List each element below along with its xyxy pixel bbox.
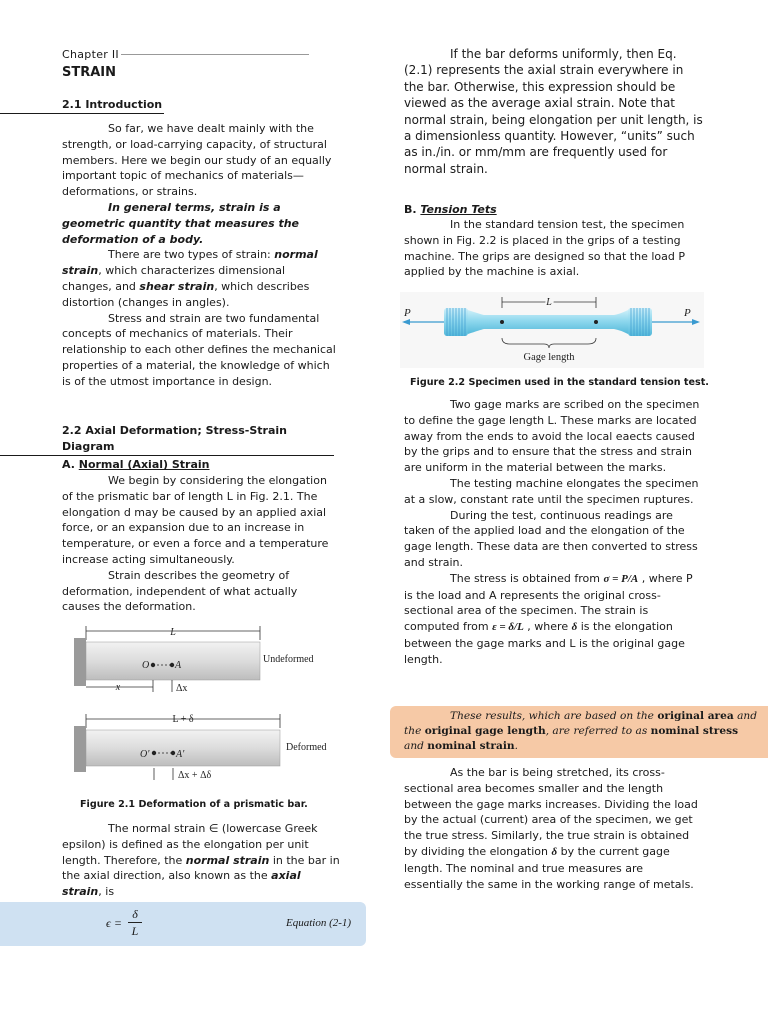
- fig21-label-dx: Δx: [176, 683, 188, 694]
- bar-deformed: [86, 730, 280, 766]
- nominal-note-box: [390, 706, 768, 758]
- subsection-a-heading: A. Normal (Axial) Strain: [62, 458, 210, 471]
- section-axial-heading: 2.2 Axial Deformation; Stress-Strain Diagram: [0, 423, 334, 456]
- tension-paragraph-5: The stress is obtained from σ = P/A , where P is the load and A represents the original cross-sectional area of the specimen. The strain is computed from ε = δ/L , where δ is the elongation between the gage marks and L is the original gage length.: [404, 571, 693, 666]
- axial-strain-text: [62, 473, 336, 615]
- tension-paragraph-3: The testing machine elongates the specimen at a slow, constant rate until the specimen ruptures.: [404, 476, 699, 506]
- equation-numerator: δ: [128, 906, 142, 923]
- wall-undeformed: [74, 638, 86, 686]
- intro-paragraph-3: There are two types of strain: normal strain, which characterizes dimensional changes, and shear strain, which describes distortion (changes in angles).: [62, 248, 318, 309]
- page-title: STRAIN: [62, 65, 117, 80]
- section-intro-heading: 2.1 Introduction: [0, 97, 164, 114]
- tension-test-text: [404, 217, 704, 280]
- fig21-label-undeformed: Undeformed: [263, 654, 314, 665]
- fig21-label-x: x: [115, 682, 121, 693]
- chapter-rule: [121, 54, 309, 55]
- figure-2-2: [400, 292, 704, 368]
- axial-paragraph-2: Strain describes the geometry of deformation, independent of what actually causes the deformation.: [62, 568, 298, 614]
- fig21-label-O-prime: O': [140, 749, 150, 760]
- true-stress-text: [404, 765, 704, 892]
- intro-paragraph-2: In general terms, strain is a geometric quantity that measures the deformation of a body.: [62, 200, 299, 246]
- fig21-label-deformed: Deformed: [286, 742, 327, 753]
- fig22-label-L: L: [546, 297, 552, 308]
- equation-lhs: ϵ =: [106, 916, 122, 930]
- figure-2-1-caption: Figure 2.1 Deformation of a prismatic bar.: [80, 799, 308, 810]
- equation-fraction: [128, 906, 142, 939]
- equation-2-1-box: [0, 902, 366, 946]
- wall-deformed: [74, 726, 86, 772]
- subsection-b-heading: B. Tension Tets: [404, 203, 497, 216]
- figure-2-2-caption: Figure 2.2 Specimen used in the standard tension test.: [410, 377, 709, 388]
- fig21-label-dx-dd: Δx + Δδ: [178, 770, 212, 781]
- tension-paragraph-1: In the standard tension test, the specimen shown in Fig. 2.2 is placed in the grips of a testing machine. The grips are designed so that the load P applied by the machine is axial.: [404, 218, 685, 279]
- axial-paragraph-1: We begin by considering the elongation of the prismatic bar of length L in Fig. 2.1. The elongation d may be caused by an applied axial force, or an expansion due to an increase in temperature, or even a force and a temperature increase acting simultaneously.: [62, 474, 329, 566]
- figure-2-1: [70, 620, 340, 790]
- normal-strain-paragraph: The normal strain ∈ (lowercase Greek epsilon) is defined as the elongation per unit length. Therefore, the normal strain in the bar in the axial direction, also known as the axial strain, is: [62, 822, 340, 899]
- fig21-label-A-prime: A': [176, 749, 185, 760]
- fig21-label-L: L: [170, 627, 176, 638]
- intro-text: [62, 121, 336, 390]
- intro-paragraph-1: So far, we have dealt mainly with the strength, or load-carrying capacity, of structural members. Here we begin our study of an equally important topic of mechanics of materials—deformations, or strains.: [62, 122, 332, 199]
- normal-strain-text: [62, 821, 340, 900]
- nominal-note-text: These results, which are based on the original area and the original gage length, are referred to as nominal stress and nominal strain.: [404, 710, 758, 752]
- fig21-label-O: O: [142, 660, 150, 671]
- fig21-label-A: A: [175, 660, 182, 671]
- uniform-deform-paragraph: If the bar deforms uniformly, then Eq. (2.1) represents the axial strain everywhere in the bar. Otherwise, this expression should be viewed as the average axial strain. Note that normal strain, being elongation per unit length, is a dimensionless quantity. However, “units” such as in./in. or mm/mm are frequently used for normal strain.: [404, 47, 703, 176]
- tension-paragraph-2: Two gage marks are scribed on the specimen to define the gage length L. These marks are located away from the ends to avoid the local eaects caused by the grips and to ensure that the stress and strain are uniform in the material between the marks.: [404, 398, 700, 475]
- undeformed-bar-group: [74, 626, 314, 694]
- true-stress-paragraph: As the bar is being stretched, its cross-sectional area becomes smaller and the length between the gage marks increases. Dividing the load by the actual (current) area of the specimen, we get the true stress. Similarly, the true strain is obtained by dividing the elongation δ by the current gage length. The nominal and true measures are essentially the same in the working range of metals.: [404, 766, 698, 891]
- gage-mark-right: [594, 320, 598, 324]
- equation-denominator: L: [131, 924, 139, 938]
- fig22-label-P-right: P: [684, 307, 691, 319]
- chapter-label: Chapter II: [62, 47, 309, 63]
- tension-test-text-2: [404, 397, 704, 668]
- deformed-bar-group: [74, 714, 327, 781]
- intro-paragraph-4: Stress and strain are two fundamental concepts of mechanics of materials. Their relationship to each other defines the mechanical properties of a material, the knowledge of which is of the utmost importance in design.: [62, 311, 336, 388]
- gage-mark-left: [500, 320, 504, 324]
- bar-undeformed: [86, 642, 260, 680]
- fig21-label-L-delta: L + δ: [172, 714, 194, 725]
- equation-label: Equation (2-1): [286, 917, 352, 929]
- fig22-label-P-left: P: [404, 307, 411, 319]
- tension-paragraph-4: During the test, continuous readings are taken of the applied load and the elongation of the gage length. These data are then converted to stress and strain.: [404, 508, 698, 569]
- fig22-label-gage-length: Gage length: [523, 352, 575, 363]
- right-column-text: [404, 46, 706, 177]
